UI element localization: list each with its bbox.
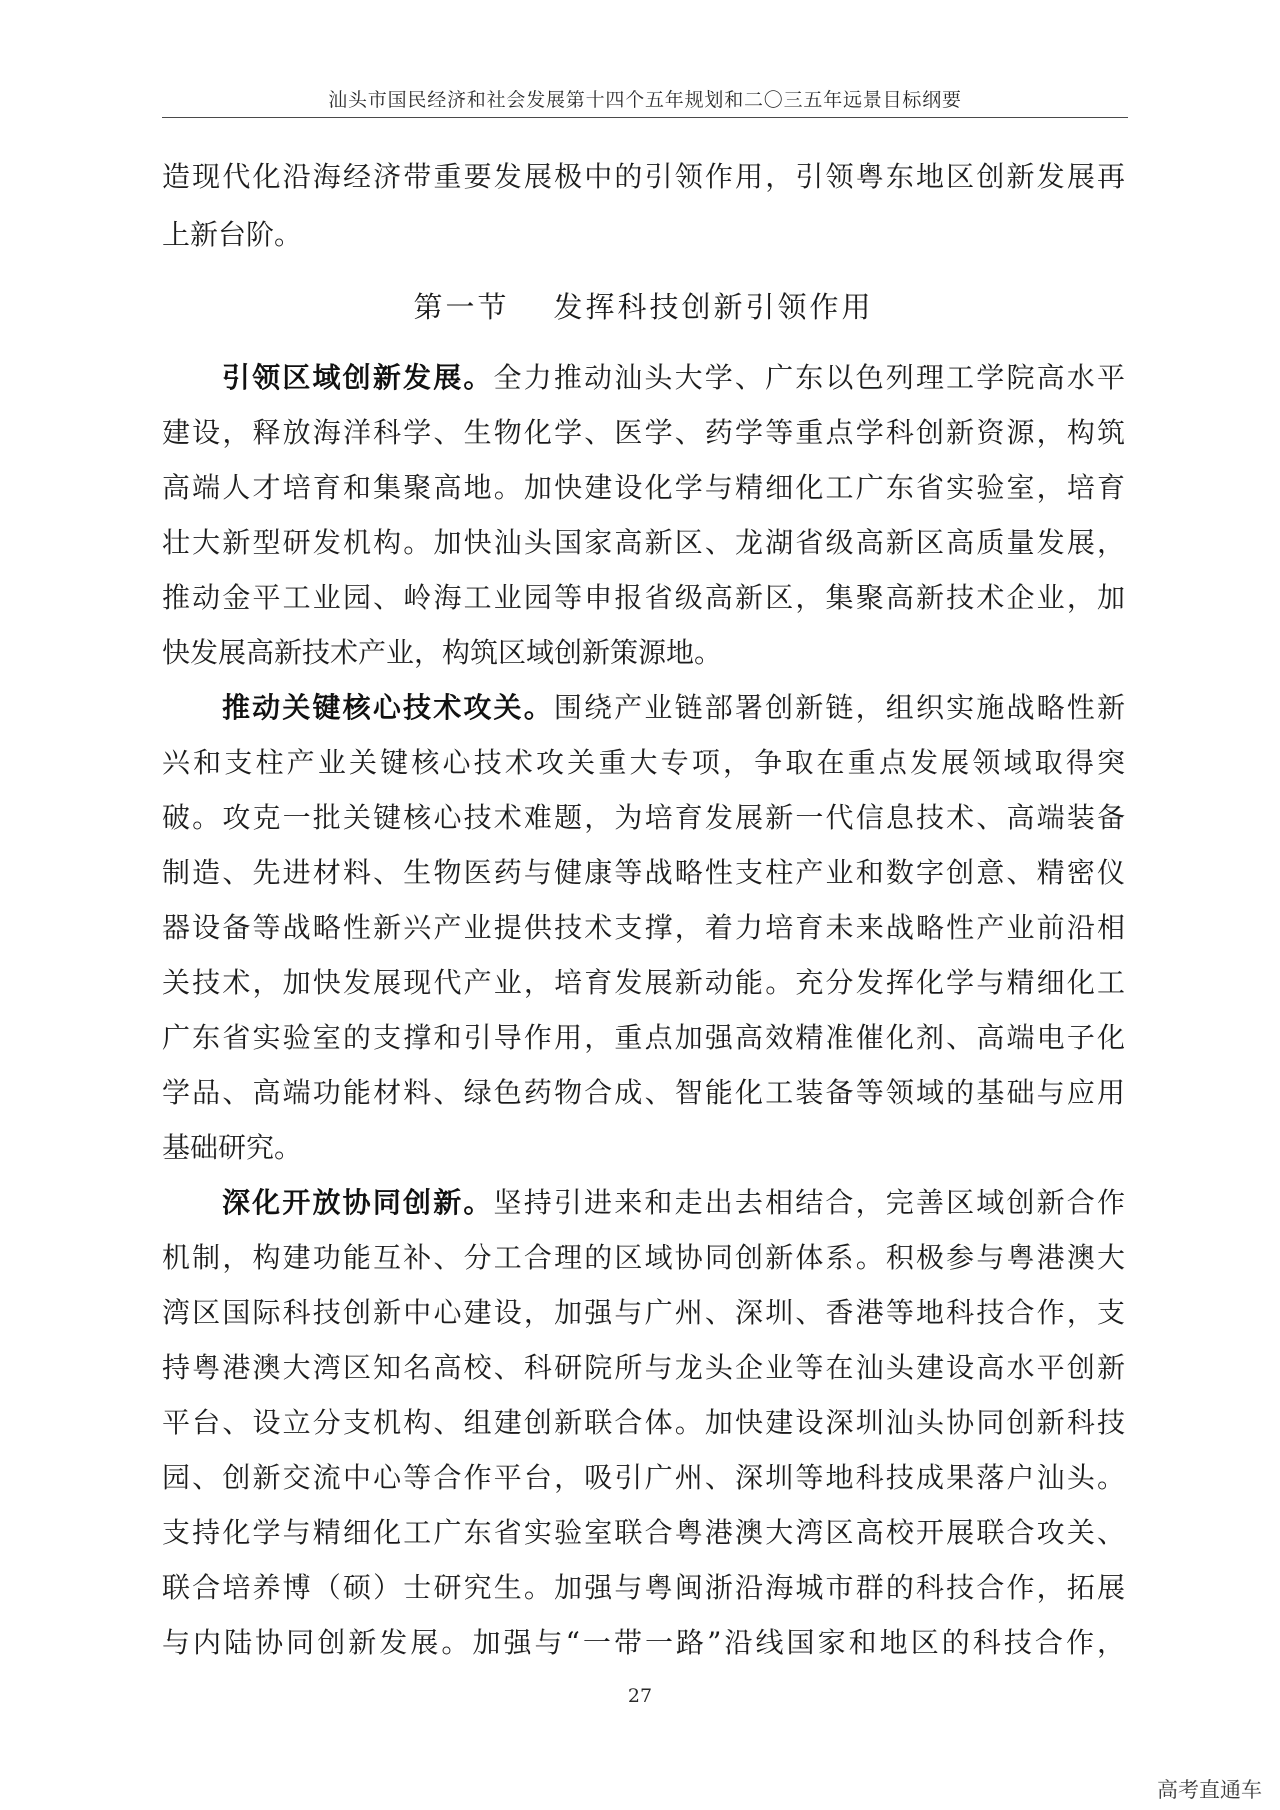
section-heading [162,279,1125,335]
text-line: 建设，释放海洋科学、生物化学、医学、药学等重点学科创新资源，构筑 [162,416,1125,449]
body-text [162,350,1125,1670]
paragraph-text: 坚持引进来和走出去相结合，完善区域创新合作 [493,1186,1125,1219]
text-line: 制造、先进材料、生物医药与健康等战略性支柱产业和数字创意、精密仪 [162,856,1125,889]
text-line: 广东省实验室的支撑和引导作用，重点加强高效精准催化剂、高端电子化 [162,1021,1125,1054]
text-line: 关技术，加快发展现代产业，培育发展新动能。充分发挥化学与精细化工 [162,966,1125,999]
text-line: 高端人才培育和集聚高地。加快建设化学与精细化工广东省实验室，培育 [162,471,1125,504]
text-line: 快发展高新技术产业，构筑区域创新策源地。 [162,636,723,669]
text-line: 破。攻克一批关键核心技术难题，为培育发展新一代信息技术、高端装备 [162,801,1125,834]
paragraph-first-line [162,1175,1125,1230]
text-line: 平台、设立分支机构、组建创新联合体。加快建设深圳汕头协同创新科技 [162,1406,1125,1439]
running-header: 汕头市国民经济和社会发展第十四个五年规划和二〇三五年远景目标纲要 [162,84,1128,118]
text-line: 推动金平工业园、岭海工业园等申报省级高新区，集聚高新技术企业，加 [162,581,1125,614]
text-line: 上新台阶。 [162,218,303,251]
text-line: 器设备等战略性新兴产业提供技术支撑，着力培育未来战略性产业前沿相 [162,911,1125,944]
paragraph-text: 围绕产业链部署创新链，组织实施战略性新 [553,691,1125,724]
text-line: 造现代化沿海经济带重要发展极中的引领作用，引领粤东地区创新发展再 [162,160,1125,193]
section-title: 发挥科技创新引领作用 [553,290,874,324]
text-line: 联合培养博（硕）士研究生。加强与粤闽浙沿海城市群的科技合作，拓展 [162,1571,1125,1604]
text-line: 持粤港澳大湾区知名高校、科研院所与龙头企业等在汕头建设高水平创新 [162,1351,1125,1384]
section-number: 第一节 [413,290,510,324]
page-number: 27 [627,1685,653,1707]
paragraph-lead: 深化开放协同创新。 [222,1186,494,1219]
paragraph-first-line [162,680,1125,735]
text-line: 学品、高端功能材料、绿色药物合成、智能化工装备等领域的基础与应用 [162,1076,1125,1109]
watermark-text: 高考直通车 [1157,1778,1262,1802]
text-line: 与内陆协同创新发展。加强与“一带一路”沿线国家和地区的科技合作， [162,1626,1125,1659]
intro-paragraph [162,148,1125,264]
text-line: 园、创新交流中心等合作平台，吸引广州、深圳等地科技成果落户汕头。 [162,1461,1125,1494]
text-line: 机制，构建功能互补、分工合理的区域协同创新体系。积极参与粤港澳大 [162,1241,1125,1274]
text-line: 湾区国际科技创新中心建设，加强与广州、深圳、香港等地科技合作，支 [162,1296,1125,1329]
text-line: 壮大新型研发机构。加快汕头国家高新区、龙湖省级高新区高质量发展， [162,526,1125,559]
paragraph-first-line [162,350,1125,405]
text-line: 支持化学与精细化工广东省实验室联合粤港澳大湾区高校开展联合攻关、 [162,1516,1125,1549]
paragraph-text: 全力推动汕头大学、广东以色列理工学院高水平 [493,361,1125,394]
text-line: 兴和支柱产业关键核心技术攻关重大专项，争取在重点发展领域取得突 [162,746,1125,779]
paragraph-lead: 推动关键核心技术攻关。 [222,691,554,724]
text-line: 基础研究。 [162,1131,303,1164]
paragraph-lead: 引领区域创新发展。 [222,361,494,394]
